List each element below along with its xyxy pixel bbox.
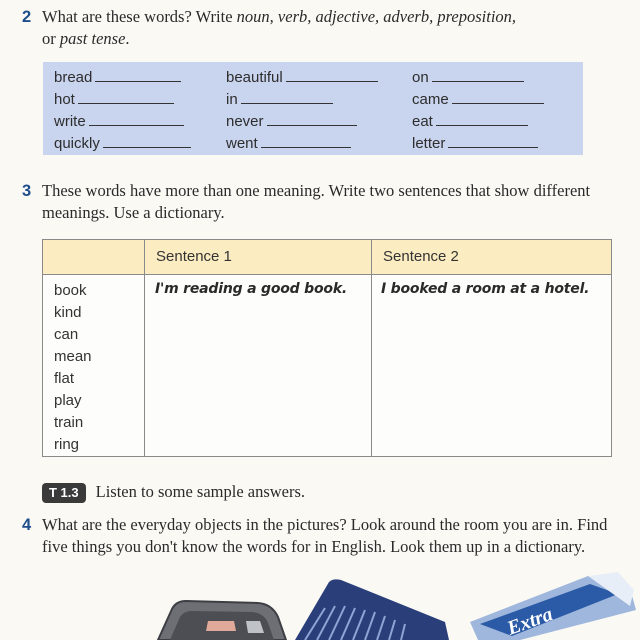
word: bread [54, 69, 93, 86]
answer-line[interactable] [267, 124, 357, 126]
word-item [412, 89, 544, 111]
listen-instruction [42, 481, 305, 503]
table-header-row [43, 240, 611, 275]
instruction-part: . [125, 29, 130, 48]
gum-brand-label: Extra [504, 603, 556, 640]
answer-line[interactable] [436, 124, 528, 126]
word-column-2 [226, 67, 378, 155]
word-item [226, 67, 378, 89]
header-sentence-2: Sentence 2 [383, 248, 459, 265]
example-sentence-2: I booked a room at a hotel. [381, 281, 590, 297]
audio-track-badge[interactable]: T 1.3 [42, 483, 86, 503]
word: never [226, 113, 264, 130]
word-item [54, 67, 191, 89]
word-item [54, 111, 191, 133]
word-list [54, 280, 92, 456]
answer-line[interactable] [95, 80, 181, 82]
answer-line[interactable] [448, 146, 538, 148]
answer-line[interactable] [261, 146, 351, 148]
answer-line[interactable] [78, 102, 174, 104]
chewing-gum-picture [468, 570, 638, 640]
word: quickly [54, 135, 100, 152]
list-item: book [54, 282, 87, 299]
word: hot [54, 91, 75, 108]
exercise-number: 3 [22, 182, 32, 200]
exercise-3-instructions [22, 180, 622, 224]
exercise-3-text: These words have more than one meaning. Write two sentences that show different meanings. Use a dictionary. [42, 181, 591, 222]
word-item [54, 89, 191, 111]
exercise-4-instructions [22, 514, 622, 558]
word: in [226, 91, 238, 108]
word: write [54, 113, 86, 130]
exercise-2-text [42, 6, 622, 50]
word-box [43, 62, 583, 155]
word: beautiful [226, 69, 283, 86]
list-item: can [54, 326, 79, 343]
list-item: kind [54, 304, 82, 321]
word: on [412, 69, 429, 86]
header-sentence-1: Sentence 1 [156, 248, 232, 265]
list-item: mean [54, 348, 92, 365]
list-item: play [54, 392, 82, 409]
list-item: ring [54, 436, 80, 453]
exercise-number: 4 [22, 516, 32, 534]
word-item [412, 111, 544, 133]
exercise-2-instructions [22, 6, 622, 50]
answer-line[interactable] [286, 80, 378, 82]
example-sentence-1: I'm reading a good book. [155, 281, 348, 297]
exercise-4-text: What are the everyday objects in the pictures? Look around the room you are in. Find five things you don't know the words for in English. Look them up in a dictionary. [42, 515, 608, 556]
instruction-part: What are these words? Write [42, 7, 237, 26]
word: eat [412, 113, 433, 130]
listen-text: Listen to some sample answers. [95, 482, 306, 501]
word-item [412, 67, 544, 89]
compact-mirror-picture [150, 595, 290, 640]
answer-line[interactable] [452, 102, 544, 104]
word-type-past: past tense [59, 29, 126, 48]
meanings-table [42, 239, 612, 457]
word-item [54, 133, 191, 155]
exercise-number: 2 [22, 8, 32, 26]
answer-line[interactable] [432, 80, 524, 82]
word-types: noun, verb, adjective, adverb, preposition, [236, 7, 517, 26]
word-item [226, 133, 378, 155]
word: went [226, 135, 258, 152]
word-column-1 [54, 67, 191, 155]
column-divider [144, 240, 145, 456]
answer-line[interactable] [241, 102, 333, 104]
comb-picture [295, 578, 455, 640]
word-column-3 [412, 67, 544, 155]
answer-line[interactable] [89, 124, 184, 126]
word-item [412, 133, 544, 155]
word-item [226, 111, 378, 133]
word: came [412, 91, 449, 108]
word-item [226, 89, 378, 111]
list-item: flat [54, 370, 75, 387]
instruction-part: or [42, 29, 60, 48]
answer-line[interactable] [103, 146, 191, 148]
list-item: train [54, 414, 84, 431]
word: letter [412, 135, 446, 152]
column-divider [371, 240, 372, 456]
